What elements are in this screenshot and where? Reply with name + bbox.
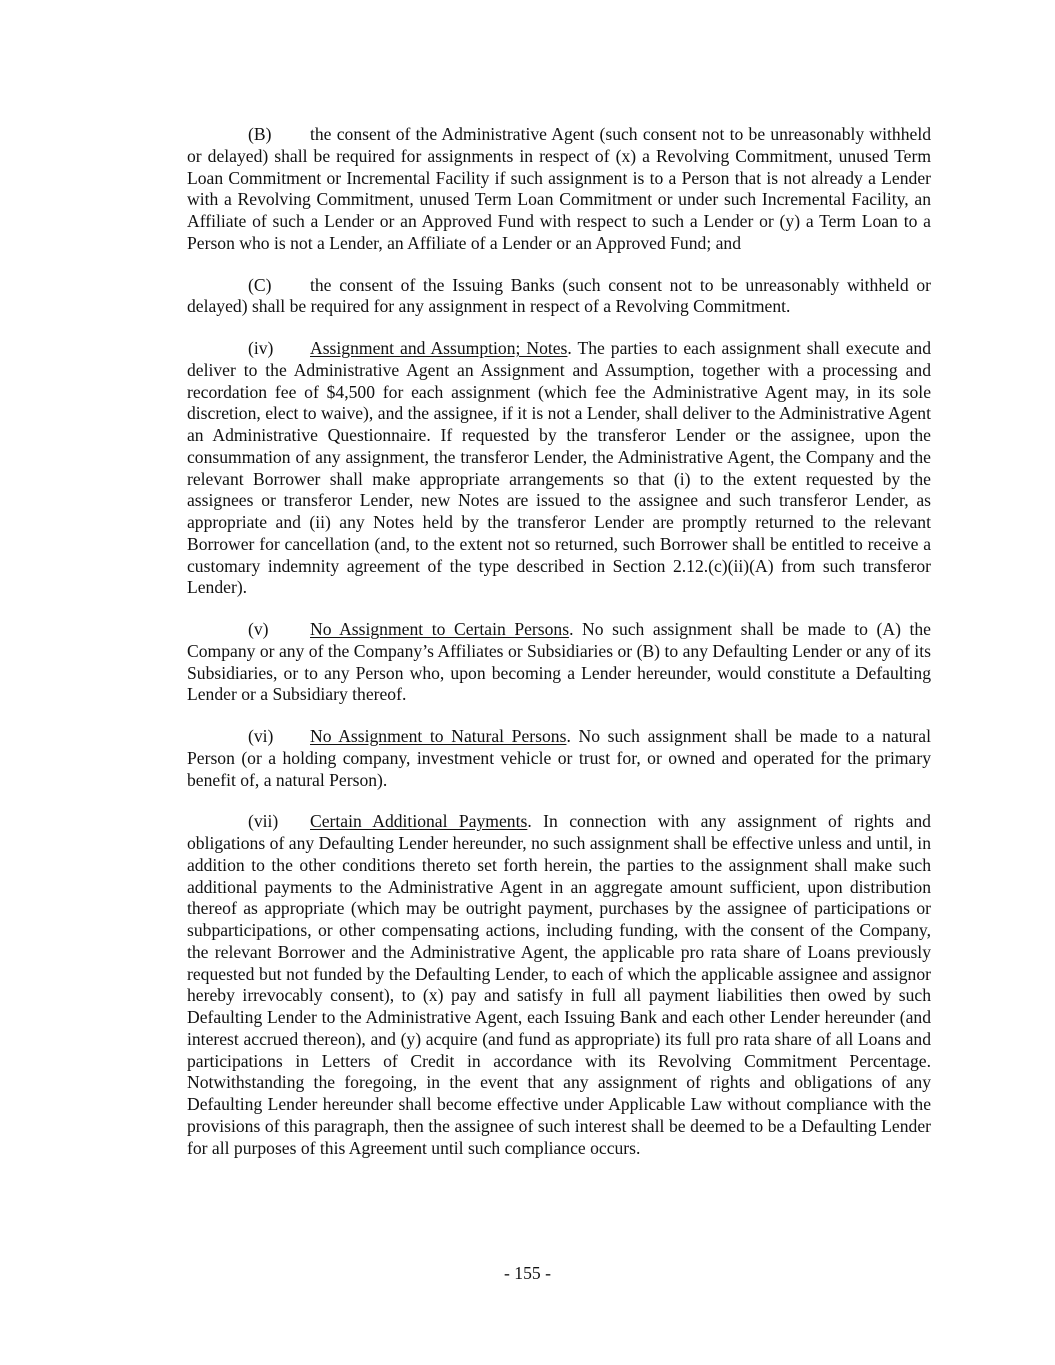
paragraph-number: (C) <box>248 274 272 295</box>
paragraph-text: . No such assignment shall be made to (A) the Company or any of the Company’s Affiliates or Subsidiaries or (B) to any Defaulting Lender or any of its Subsidiaries, or to any Person who, upon becoming a Lender hereunder, would constitute a Defaulting Lender or a Subsidiary thereof. <box>187 619 931 705</box>
paragraph-text: . The parties to each assignment shall execute and deliver to the Administrative Agent an Assignment and Assumption, together with a processing and recordation fee of $4,500 for each assignment (which fee the Administrative Agent may, in its sole discretion, elect to waive), and the assignee, if it is not a Lender, shall deliver to the Administrative Agent an Administrative Questionnaire. If requested by the transferor Lender or the assignee, upon the consummation of any assignment, the transferor Lender, the Administrative Agent, the Company and the relevant Borrower shall make appropriate arrangements so that (i) to the extent requested by the assignees or transferor Lender, new Notes are issued to the assignee and such transferor Lender, as appropriate and (ii) any Notes held by the transferor Lender are promptly returned to the relevant Borrower for cancellation (and, to the extent not so returned, such Borrower shall be entitled to receive a customary indemnity agreement of the type described in Section 2.12.(c)(ii)(A) from such transferor Lender). <box>187 338 931 598</box>
paragraph-heading: No Assignment to Natural Persons <box>310 726 567 746</box>
paragraph-number: (B) <box>248 124 272 144</box>
document-body <box>187 124 931 1179</box>
paragraph-number: (iv) <box>248 338 274 358</box>
paragraph-iv <box>187 338 931 599</box>
paragraph-heading: Certain Additional Payments <box>310 811 528 832</box>
paragraph-vi <box>187 726 931 791</box>
paragraph-vii <box>187 811 931 1159</box>
paragraph-number: (v) <box>248 619 269 639</box>
paragraph-v <box>187 619 931 706</box>
paragraph-heading: Assignment and Assumption; Notes <box>310 338 568 358</box>
paragraph-number: (vi) <box>248 726 274 746</box>
page-number: - 155 - <box>504 1263 551 1283</box>
paragraph-number: (vii) <box>248 811 279 832</box>
paragraph-text: . In connection with any assignment of rights and obligations of any Defaulting Lender hereunder, no such assignment shall be effective unless and until, in addition to the other conditions thereto set forth herein, the parties to the assignment shall make such additional payments to the Administrative Agent in an aggregate amount sufficient, upon distribution thereof as appropriate (which may be outright payment, purchases by the assignee of participations or subparticipations, or other compensating actions, including funding, with the consent of the Company, the relevant Borrower and the Administrative Agent, the applicable pro rata share of Loans previously requested but not funded by the Defaulting Lender, to each of which the applicable assignee and assignor hereby irrevocably consent), to (x) pay and satisfy in full all payment liabilities then owed by such Defaulting Lender to the Administrative Agent, each Issuing Bank and each other Lender hereunder (and interest accrued thereon), and (y) acquire (and fund as appropriate) its full pro rata share of all Loans and participations in Letters of Credit in accordance with its Revolving Commitment Percentage. Notwithstanding the foregoing, in the event that any assignment of rights and obligations of any Defaulting Lender hereunder shall become effective under Applicable Law without compliance with the provisions of this paragraph, then the assignee of such interest shall be deemed to be a Defaulting Lender for all purposes of this Agreement until such compliance occurs. <box>187 811 931 1158</box>
paragraph-c <box>187 275 931 319</box>
paragraph-text: . No such assignment shall be made to a natural Person (or a holding company, investment vehicle or trust for, or owned and operated for the primary benefit of, a natural Person). <box>187 726 931 790</box>
paragraph-b <box>187 124 931 255</box>
paragraph-text: the consent of the Administrative Agent (such consent not to be unreasonably withheld or delayed) shall be required for assignments in respect of (x) a Revolving Commitment, unused Term Loan Commitment or Incremental Facility if such assignment is to a Person that is not already a Lender with a Revolving Commitment, unused Term Loan Commitment or under such Incremental Facility, an Affiliate of such a Lender or an Approved Fund with respect to such a Lender or (y) a Term Loan to a Person who is not a Lender, an Affiliate of a Lender or an Approved Fund; and <box>187 124 931 253</box>
paragraph-heading: No Assignment to Certain Persons <box>310 619 570 639</box>
paragraph-text: the consent of the Issuing Banks (such consent not to be unreasonably withheld or delayed) shall be required for any assignment in respect of a Revolving Commitment. <box>187 274 931 317</box>
